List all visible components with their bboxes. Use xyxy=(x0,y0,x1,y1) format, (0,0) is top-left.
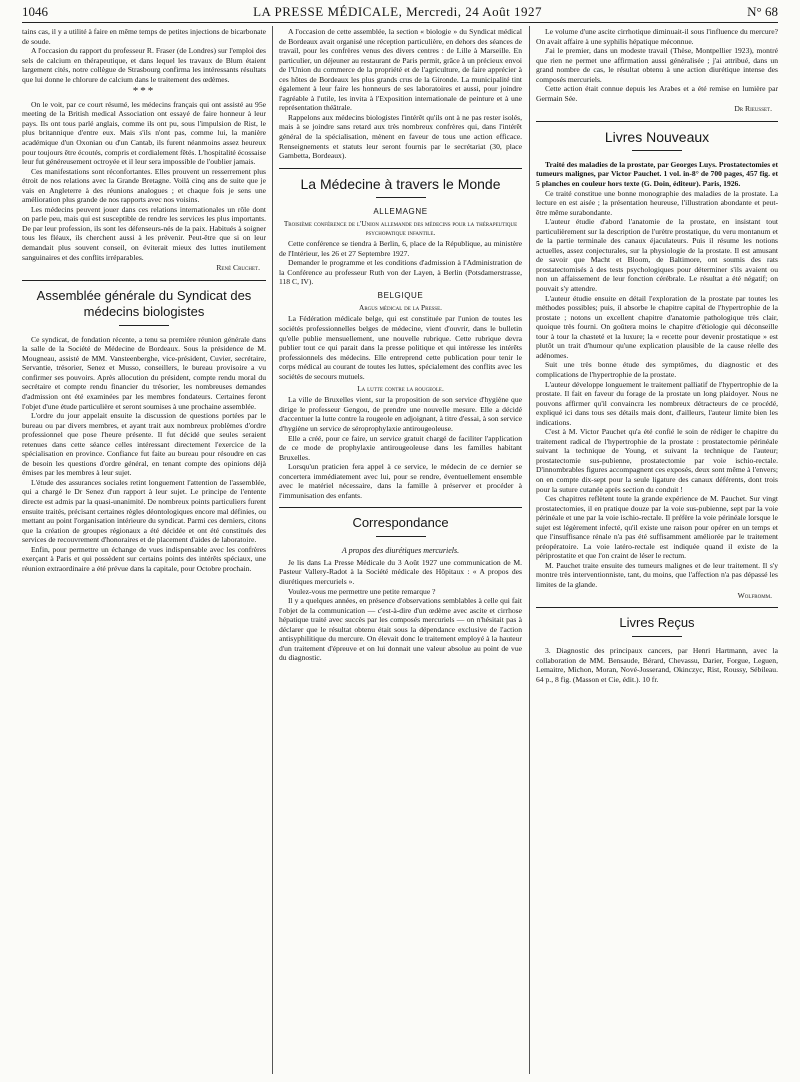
section-title: Correspondance xyxy=(352,515,449,531)
paragraph: Lorsqu'un praticien fera appel à ce service, le médecin de ce dernier se concertera immédiatement avec lui, pour se rendre, éventuellement ensemble avec le matériel nécessaire, dans la famille à préserver et procéder à l'immunisation des enfants. xyxy=(279,462,522,500)
country-heading: ALLEMAGNE xyxy=(373,206,428,216)
paragraph: Demander le programme et les conditions d'admission à l'Administration de la Conférence au professeur Ruth von der Layen, à Berlin (Potsdamerstrasse, 118 C, IV). xyxy=(279,258,522,287)
paragraph: L'auteur étudie ensuite en détail l'exploration de la prostate par toutes les méthodes possibles; puis, il absorbe le chapitre capital de l'hypertrophie de la prostate ; notons un excellent chapitre d'anatomie pathologique très clair, quoique très fourni. On goûtera moins le chapitre d'étiologie qui déconseille tour à tour la chasteté et la luxure; la « recette pour devenir prostatique » est plutôt un trait d'humour qu'une explication plausible de la cause réelle des adénomes. xyxy=(536,293,778,360)
section-title: La Médecine à travers le Monde xyxy=(300,175,501,192)
paragraph: Rappelons aux médecins biologistes l'intérêt qu'ils ont à ne pas rester isolés, mais à se joindre sans retard aux très nombreux confrères qui, dans l'intérêt général de la spécialisation, mènent en faveur de tous une action efficace. Renseignements et statuts leur seront fournis par le secrétariat (30, place Gambetta, Bordeaux). xyxy=(279,112,522,161)
section-title: Livres Nouveaux xyxy=(604,128,710,145)
section-divider xyxy=(279,507,522,508)
section-title: Livres Reçus xyxy=(619,615,695,631)
title-underline xyxy=(632,636,682,637)
paragraph: C'est à M. Victor Pauchet qu'a été confié le soin de rédiger le chapitre du traitement radical de l'hypertrophie de la prostate : prostatectomie périnéale suivant la technique de Young, et suivant la technique de l'auteur; prostatectomie sus-pubienne, prostatectomie par voie ischio-rectale. D'innombrables figures accompagnent ces exposés, deux sont même à l'envers; on en compte dix-sept pour la seule ligature des canaux déférents, dont trois pour la suture cutanée après section du conduit ! xyxy=(536,427,778,494)
column-3 xyxy=(536,27,778,684)
received-book-item: 3. Diagnostic des principaux cancers, par Henri Hartmann, avec la collaboration de MM. Bensaude, Bérard, Chevassu, Darier, Forgue, Leguen, Lemaitre, Michon, Moran, Nové-Josserand, Okinczyc, Rist, Roussy, Sébileau. 64 p., 8 fig. (Masson et Cie, édit.). 10 fr. xyxy=(536,646,778,684)
paragraph: J'ai le premier, dans un modeste travail (Thèse, Montpellier 1923), montré que rien ne permet une affirmation aussi généralisée ; j'ai attribué, dans un grand nombre de cas, le résultat obtenu à une action diurétique intense des composés mercuriels. xyxy=(536,46,778,84)
section-divider xyxy=(22,280,266,281)
paragraph: Voulez-vous me permettre une petite remarque ? xyxy=(288,586,436,596)
paragraph: L'auteur développe longuement le traitement palliatif de l'hypertrophie de la prostate. Il fait en faveur du forage de la prostate un long plaidoyer. Nous ne pouvons affirmer qu'il convaincra les nombreux détracteurs de ce procédé, expliqué ici dans tous ses détails mais dont, d'ailleurs, l'auteur limite bien les indications. xyxy=(536,379,778,427)
section-divider xyxy=(536,121,778,122)
column-rule xyxy=(529,26,530,1074)
title-underline xyxy=(632,150,682,151)
article-title: Assemblée générale du Syndicat des médecins biologistes xyxy=(36,287,252,319)
author-signature: René Cruchet. xyxy=(216,263,260,273)
column-rule xyxy=(272,26,273,1074)
paragraph: A l'occasion du rapport du professeur R. Fraser (de Londres) sur l'emploi des sels de calcium en thérapeutique, et dans lequel les travaux de Blum étaient largement cités, notre collègue de Strasbourg confirma les intéressants résultats que lui donne le chlorure de calcium dans le traitement des œdèmes. xyxy=(22,46,266,84)
subheading: Troisième conférence de l'Union allemande des médecins pour la thérapeutique psychopatique infantile. xyxy=(283,219,518,238)
paragraph: Le volume d'une ascite cirrhotique diminuait-il sous l'influence du mercure? On avait affaire à une syphilis hépatique méconnue. xyxy=(536,27,778,46)
paragraph: La ville de Bruxelles vient, sur la proposition de son service d'hygiène que dirige le professeur Gengou, de prendre une nouvelle mesure. Elle a décidé d'accentuer la lutte contre la rougeole en adjoignant, à titre d'essai, à son service d'hygiène un service de séroprophylaxie antirougeoleuse. xyxy=(279,395,522,433)
section-divider xyxy=(279,168,522,169)
asterism: *** xyxy=(132,85,156,98)
title-underline xyxy=(376,536,426,537)
paragraph: tains cas, il y a utilité à faire en même temps de petites injections de bicarbonate de soude. xyxy=(22,27,266,46)
paragraph: Il y a quelques années, en présence d'observations semblables à celle qui fait l'objet de la communication — c'est-à-dire d'un œdème avec ascite et cirrhose hépatique traité avec succès par les composés mercuriels — on n'hésitait pas à déclarer que le résultat obtenu était sous la dépendance exclusive de l'action antisyphilitique du mercure. On élevait donc le traitement employé à la hauteur d'un traitement d'épreuve et on lui donnait une valeur absolue au point de vue du diagnostic. xyxy=(279,596,522,663)
subheading: Argus médical de la Presse. xyxy=(359,303,442,313)
paragraph: Cette action était connue depuis les Arabes et a été remise en lumière par Germain Sée. xyxy=(536,84,778,103)
paragraph: Ce traité constitue une bonne monographie des maladies de la prostate. La lecture en est aisée ; la présentation heureuse, l'illustration abondante et peut-être même surabondante. xyxy=(536,188,778,217)
paragraph: Enfin, pour permettre un échange de vues indispensable avec les confrères exerçant à Paris et qui possèdent sur certains points des intérêts spéciaux, une réunion extraordinaire a été prévue dans la capitale, pour Octobre prochain. xyxy=(22,544,266,573)
paragraph: Elle a créé, pour ce faire, un service gratuit chargé de faciliter l'application de ce mode de prophylaxie antirougeoleuse dans les familles habitant Bruxelles. xyxy=(279,433,522,462)
paragraph: L'étude des assurances sociales retint longuement l'attention de l'assemblée, qui a chargé le Dr Senez d'un rapport à leur sujet. Le principe de l'entente directe est admis par la quasi-unanimité. De nombreux points particuliers furent ensuite traités, précisant certaines règles déontologiques encore mal définies, ou mettant au point l'organisation intérieure du syndicat. Parmi ces derniers, citons que la création de groupes régionaux a été décidée et ont été constitués des services de recouvrement d'honoraires et de placement d'aides de laboratoire. xyxy=(22,477,266,545)
title-underline xyxy=(376,197,426,198)
paragraph: Je lis dans La Presse Médicale du 3 Août 1927 une communication de M. Pasteur Vallery-Radot à la Société médicale des Hôpitaux : « A propos des diurétiques mercuriels ». xyxy=(279,557,522,586)
page-header xyxy=(22,4,778,23)
book-reference: Traité des maladies de la prostate, par Georges Luys. Prostatectomies et tumeurs malignes, par Victor Pauchet. 1 vol. in-8° de 700 pages, 457 fig. et 5 planches en couleur hors texte (G. Doin, éditeur). Paris, 1926. xyxy=(536,159,778,189)
paragraph: Suit une très bonne étude des symptômes, du diagnostic et des complications de l'hypertrophie de la prostate. xyxy=(536,360,778,379)
paragraph: Ce syndicat, de fondation récente, a tenu sa première réunion générale dans la salle de la Société de Médecine de Bordeaux. Sous la présidence de M. Mougneau, assisté de MM. Vansteenberghe, vice-président, Cuvier, secrétaire, Servantie, trésorier, Senez et Musso, conseillers, le bureau provisoire a vu confirmer ses pouvoirs. Après allocution du président, compte rendu moral du secrétaire et compte rendu financier du trésorier, les nombreuses demandes d'admission ont été examinées par les membres fondateurs. Certaines feront l'objet d'une étude particulière et seront soumises à une prochaine assemblée. xyxy=(22,334,266,411)
paragraph: A l'occasion de cette assemblée, la section « biologie » du Syndicat médical de Bordeaux avait organisé une réception particulière, en dehors des séances de travail, pour les confrères venus des divers centres : de Lille à Marseille. En particulier, un déjeuner au restaurant de Paris permit, grâce à un précieux envoi de l'Union du commerce de la propriété et de l'agriculture, de faire apprécier à ces hôtes de Bordeaux les plus grands crus de la Gironde. La municipalité tint également à leur faire les honneurs de ses laboratoires et aussi, pour joindre l'agréable à l'utile, les invita à l'Exposition internationale de peinture et à une représentation théâtrale. xyxy=(279,27,522,113)
journal-title: LA PRESSE MÉDICALE, Mercredi, 24 Août 1927 xyxy=(253,4,543,19)
issue-number: N° 68 xyxy=(747,4,778,19)
paragraph: L'auteur étudie d'abord l'anatomie de la prostate, en insistant tout particulièrement sur la description de l'urètre prostatique, du veru montanum et de la partie terminale des canaux éjaculateurs. Puis il résume les notions actuelles, assez conjecturales, sur la physiologie de la prostate. Il est amusant de savoir que Macht et Bloom, de Baltimore, ont soumis des rats prostatectomisés à des tests psychologiques pour déterminer s'ils avaient ou non un affaissement de leur fonction cérébrale. Le résultat a été négatif; on pouvait s'y attendre. xyxy=(536,217,778,294)
author-signature: Dr Rieusset. xyxy=(734,104,772,114)
subheading: La lutte contre la rougeole. xyxy=(357,384,444,394)
page-number: 1046 xyxy=(22,4,48,19)
paragraph: L'ordre du jour appelait ensuite la discussion de questions portées par le bureau ou par divers membres, et ayant trait aux nombreux problèmes d'ordre professionnel que pose l'heure présente. Il fut décidé que seules seraient retenues dans cette séance celles intéressant directement l'exercice de la spécialisation en province. Confiance fut faite au bureau pour résoudre en cas de besoin les questions d'ordre général, en tenant compte des opinions déjà émises par les membres à leur sujet. xyxy=(22,411,266,478)
column-1 xyxy=(22,27,266,573)
country-heading: BELGIQUE xyxy=(377,290,424,300)
subheading: A propos des diurétiques mercuriels. xyxy=(341,546,460,556)
paragraph: Cette conférence se tiendra à Berlin, 6, place de la République, au ministère de l'Intérieur, les 26 et 27 Septembre 1927. xyxy=(279,239,522,258)
paragraph: M. Pauchet traite ensuite des tumeurs malignes et de leur traitement. Il s'y montre très interventionniste, tant, du moins, que l'affection n'a pas dépassé les limites de la glande. xyxy=(536,560,778,589)
author-signature: Wolfromm. xyxy=(737,590,772,600)
paragraph: Ces manifestations sont réconfortantes. Elles prouvent un resserrement plus étroit de nos relations avec la Grande Bretagne. Voilà cinq ans de suite que je vais en Angleterre à des réunions analogues ; et chaque fois je sens une amélioration plus grande de nos rapports avec nos voisins. xyxy=(22,166,266,205)
paragraph: La Fédération médicale belge, qui est constituée par l'union de toutes les sociétés professionnelles belges de médecine, vient d'ouvrir, dans le bulletin qu'elle publie mensuellement, une nouvelle rubrique. Cette rubrique devra publier tout ce qui parait dans la presse politique et qui intéresse les intérêts professionnels des médecins. Elle entreprend cette publication pour tenir le corps médical au courant de toutes les luttes, spécialement des conflits avec les sociétés de secours mutuels. xyxy=(279,314,522,381)
paragraph: On le voit, par ce court résumé, les médecins français qui ont assisté au 95e meeting de la British medical Association ont essayé de faire honneur à leur pays. Ils ont tous parlé anglais, comme ils ont pu, sous l'impulsion de Rist, le plus britannique d'entre eux. Mais s'ils n'ont pas, comme lui, la manière académique d'un Oxonian ou d'un Cantab, ils furent néanmoins assez heureux pour toujours être écoutés, compris et cordialement fêtés. L'hospitalité écossaise leur fut généreusement octroyée et il leur sera impossible de l'oublier jamais. xyxy=(22,99,266,167)
paragraph: Ces chapitres reflètent toute la grande expérience de M. Pauchet. Sur vingt prostatectomies, il en pratique douze par la voie sus-pubienne, sept par la voie périnéale et une par la voie ischio-rectale. Il préfère la voie périnéale lorsque le sujet est légèrement infecté, qu'il existe une raison pour opérer en un temps et que l'insuffisance rénale n'a pas été suffisamment améliorée par le traitement préopératoire. La voie latéro-rectale est indiquée quand il existe de la périprostatite et que l'on craint de léser le rectum. xyxy=(536,494,778,561)
paragraph: Les médecins peuvent jouer dans ces relations internationales un rôle dont on parle peu, mais qui est susceptible de rendre les services les plus importants. De par leur profession, ils sont les défenseurs-nés de la paix. Habitués à soigner tous les fléaux, ils cherchent aussi à les prévenir. Peut-être que si on leur demandait plus souvent conseil, on éviterait mieux des luttes inutilement sanguinaires et des conflits irréparables. xyxy=(22,204,266,262)
column-2 xyxy=(279,27,522,663)
section-divider xyxy=(536,607,778,608)
title-underline xyxy=(119,325,169,326)
